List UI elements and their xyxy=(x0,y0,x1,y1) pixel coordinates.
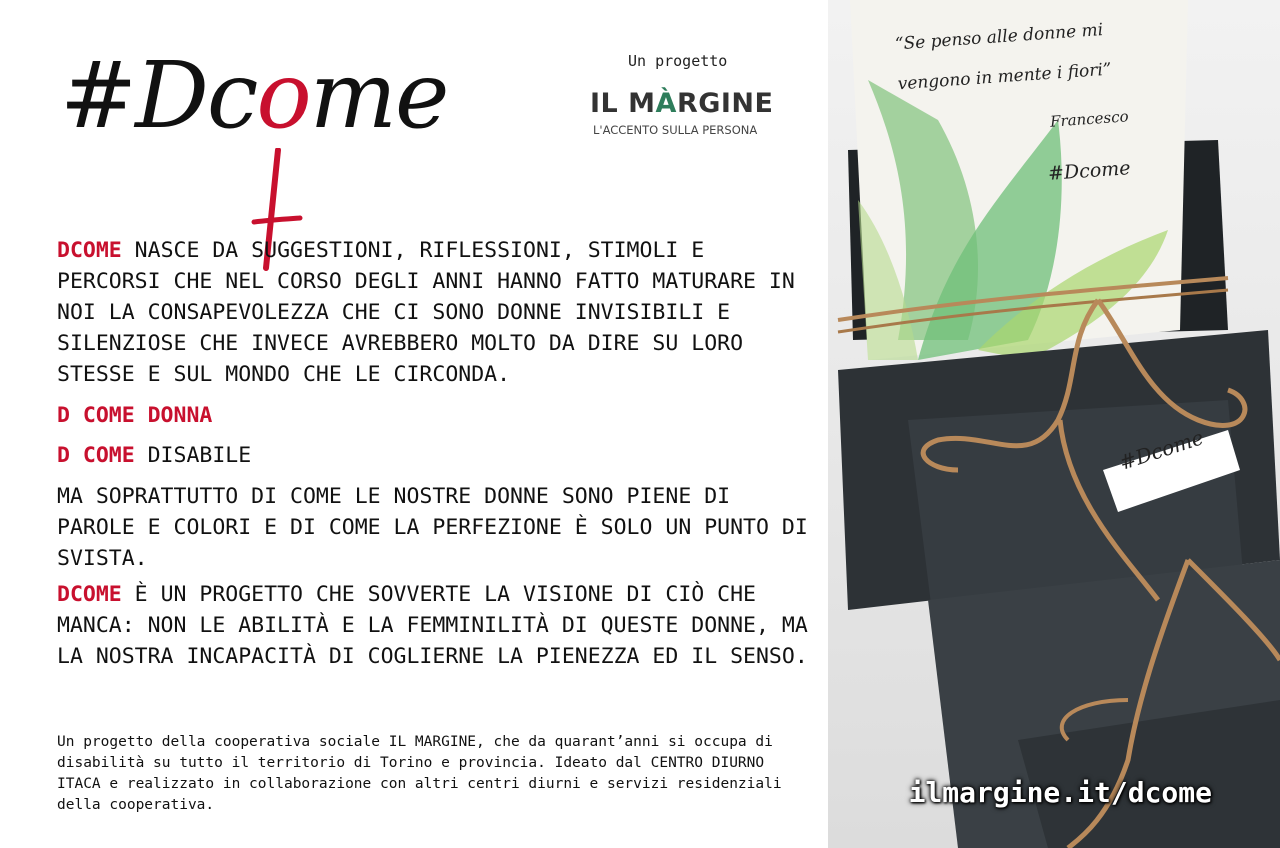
paragraph-disabile: D COME DISABILE xyxy=(57,443,252,468)
paragraph-intro: DCOME NASCE DA SUGGESTIONI, RIFLESSIONI, STIMOLI E PERCORSI CHE NEL CORSO DEGLI ANNI HANNO FATTO MATURARE IN NOI LA CONSAPEVOLEZZA CHE CI SONO DONNE INVISIBILI E SILENZIOSE CHE INVECE AVREBBERO MOLTO DA DIRE SU LORO STESSE E SUL MONDO CHE LE CIRCONDA. xyxy=(57,238,795,387)
product-photo xyxy=(828,0,1280,848)
footer-text: Un progetto della cooperativa sociale IL MARGINE, che da quarant’anni si occupa di disabilità su tutto il territorio di Torino e provincia. Ideato dal CENTRO DIURNO ITACA e realizzato in collaborazione con altri centri diurni e servizi residenziali della cooperativa. xyxy=(57,734,782,813)
card-quote: “Se penso alle donne mi vengono in mente i fiori” xyxy=(894,19,1113,95)
dcome-logo xyxy=(60,42,448,225)
paragraph-perfezione: MA SOPRATTUTTO DI COME LE NOSTRE DONNE SONO PIENE DI PAROLE E COLORI E DI COME LA PERFEZIONE È SOLO UN PUNTO DI SVISTA. xyxy=(57,484,808,571)
card-logo: #Dcome xyxy=(1047,157,1132,185)
website-url: ilmargine.it/dcome xyxy=(908,776,1212,809)
tag-logo: #Dcome xyxy=(1116,425,1207,475)
paragraph-donna: D COME DONNA xyxy=(57,403,213,428)
partner-tagline: L'ACCENTO SULLA PERSONA xyxy=(593,123,758,137)
partner-logo xyxy=(590,52,790,142)
paragraph-visione: DCOME È UN PROGETTO CHE SOVVERTE LA VISIONE DI CIÒ CHE MANCA: NON LE ABILITÀ E LA FEMMINILITÀ DI QUESTE DONNE, MA LA NOSTRA INCAPACITÀ DI COGLIERNE LA PIENEZZA ED IL SENSO. xyxy=(57,582,808,669)
partner-intro: Un progetto xyxy=(628,52,728,70)
card-author: Francesco xyxy=(1049,107,1130,131)
logo-text: #Dcome xyxy=(60,42,448,149)
logo-female-symbol-o: o xyxy=(256,42,310,149)
partner-name: IL MÀRGINE xyxy=(590,88,774,119)
